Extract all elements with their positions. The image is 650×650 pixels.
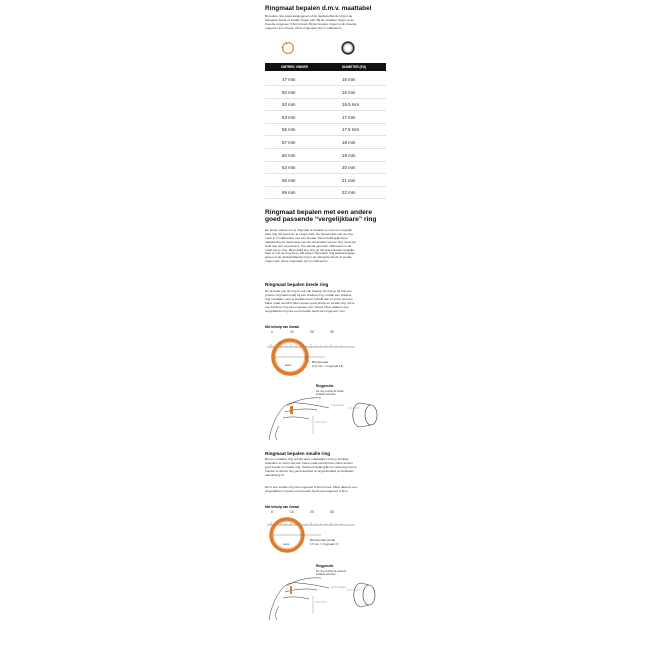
ruler-tick-0: 0 — [271, 330, 273, 334]
diameter-value: 22 mm — [342, 190, 356, 196]
table-row — [265, 176, 386, 187]
circle-label: lewis — [285, 363, 292, 367]
omtrek-value: 63 mm — [282, 165, 296, 171]
smalle-ring-title: Ringmaat bepalen smalle ring — [265, 451, 331, 456]
brede-ring-body — [265, 290, 387, 313]
smalle-ring-body — [265, 458, 387, 478]
body-line: halve maat verschil zitten tussen jouw brede en smalle ring. Dit is — [265, 300, 355, 305]
table-row — [265, 100, 386, 111]
table-row — [265, 138, 386, 149]
diameter-value: 16.5 mm — [342, 102, 360, 108]
ringpositie-title-narrow: Ringpositie — [316, 564, 334, 568]
omtrek-value: 57 mm — [282, 140, 296, 145]
measure-line: 17 mm = ringmaat 17 — [310, 541, 339, 546]
omtrek-value: 50 mm — [282, 89, 296, 95]
body-line: Bij een smallere ring schuift deze makkelijker over je knokkel, — [265, 457, 350, 461]
table-row — [265, 75, 386, 86]
ruler-tick-30: 30 — [330, 330, 334, 334]
diameter-value: 18 mm — [342, 140, 356, 145]
lineaal-label-narrow: Met behulp van lineaal — [265, 505, 300, 509]
omtrek-value: 66 mm — [282, 177, 296, 183]
intro-line: breedte ongeveer 0,6cm breed. Bij de bredere ringen is de breedte — [265, 21, 357, 26]
omtrek-value: 47 mm — [282, 77, 296, 82]
omtrek-value: 69 mm — [282, 190, 296, 196]
body-line: baar is met de ring die je wilt kopen. Bij iedere ring staat aangege- — [265, 251, 356, 256]
title-line: goed passende “vergelijkbare” ring — [265, 216, 377, 224]
brede-ring-title: Ringmaat bepalen brede ring — [265, 282, 329, 287]
position-line: De ring voorbij de nevenle — [316, 570, 347, 573]
diameter-value: 15 mm — [342, 77, 356, 82]
omtrek-value: 52 mm — [282, 102, 296, 108]
measure-line: (1,6 mm = ringmaat 16) — [312, 363, 344, 368]
intro-line: ongeveer 1cm breed. Onze ringmaten zijn in millimeters. — [265, 25, 343, 30]
smalle-ring-body-2 — [265, 486, 387, 494]
maattabel-title: Ringmaat bepalen d.m.v. maattabel — [265, 5, 372, 12]
width-label-narrow: 0,6 cm breed — [331, 586, 346, 589]
header-diameter: DIAMETER (EU) — [342, 65, 367, 70]
ruler-tick-20: 20 — [310, 330, 314, 334]
diameter-value: 17 mm — [342, 114, 356, 120]
table-row — [265, 125, 386, 136]
position-line: knokkel schuiven — [316, 573, 336, 577]
body-line: grotere ringmaat nodig bij een bredere ring, omdat een bredere — [265, 292, 352, 297]
body-line: maat van je ring. Meet altijd een ring op die qua breedte vergelijk- — [265, 247, 355, 252]
body-line: bare ring die goed om je vinger past. De binnenzijde van de ring — [265, 231, 353, 236]
vergelijkbare-ring-title — [265, 209, 376, 223]
position-line: De ring voorbij de brede — [316, 390, 344, 393]
body-line: Dit is een smalle ring van ongeveer 0,6cm breed. Meet daarom een — [265, 485, 358, 489]
intro-line: categorie brede of smalle ringen valt. Bij de smallere ringen is de — [265, 17, 354, 22]
measure-line: Binnenmaat (smal) — [310, 538, 336, 542]
diameter-value: 17.5 mm — [342, 127, 360, 133]
body-line: jouw brede en smalle ring. Ook bent belangrijk om rekening mee te — [265, 464, 357, 469]
ringpositie-text-narrow — [316, 570, 346, 576]
body-line: waardoor er soms wel een halve maat verschil kan zitten tussen — [265, 460, 353, 465]
body-line: nauwkeurig de doorsnede van de binnenkant van de ring meet (de — [265, 239, 356, 244]
body-line: houden is dat de ring goed aansluit je vingerknokkel je handpalm — [265, 468, 354, 473]
width-label: 1 cm breed — [331, 404, 344, 407]
ruler-illustration-narrow — [265, 510, 386, 561]
table-row — [265, 88, 386, 99]
diameter-icon — [341, 41, 355, 55]
body-line: ringen valt. Onze ringmaten zijn in millimeters. — [265, 259, 329, 264]
measure-line: Binnenmaat — [312, 360, 329, 364]
body-line: vergelijkbare ring die een breedte heeft van ongeveer 1cm. — [265, 308, 346, 313]
table-row — [265, 151, 386, 162]
lineaal-label: Met behulp van lineaal — [265, 325, 300, 329]
table-row — [265, 113, 386, 124]
ruler-tick-10: 10 — [290, 510, 294, 514]
body-line: rand dus niet meemeten). Het aantal gemeten millimeters is de — [265, 243, 352, 248]
diameter-value: 16 mm — [342, 89, 356, 95]
ring-size-guide-page — [260, 0, 390, 650]
diameter-value: 21 mm — [342, 177, 356, 183]
ruler-tick-10: 10 — [290, 330, 294, 334]
measure-label-narrow — [310, 539, 338, 546]
ruler-illustration-wide — [265, 330, 386, 383]
circle-label: nova — [283, 542, 290, 546]
circumference-icon — [281, 41, 295, 55]
header-omtrek: OMTREK VINGER — [281, 65, 308, 70]
body-line: meet je in millimeters met een lineaal. Het is belangrijk dat je — [265, 235, 349, 240]
table-row — [265, 188, 386, 199]
title-line: Ringmaat bepalen met een andere — [265, 209, 372, 216]
body-line: aansluiting zit. — [265, 472, 285, 477]
diameter-value: 20 mm — [342, 165, 356, 171]
diameter-value: 19 mm — [342, 152, 356, 158]
position-line: knokkel schuiven — [316, 393, 336, 397]
ringpositie-text — [316, 390, 344, 396]
maattabel-intro — [265, 15, 387, 31]
ringpositie-title: Ringpositie — [316, 384, 334, 388]
body-line: De beste manier om je ringmaat te bepalen is met een vergelijk- — [265, 228, 353, 232]
ruler-tick-30: 30 — [330, 510, 334, 514]
body-line: vergelijkbare ring die een breedte heeft van ongeveer 0,6cm. — [265, 488, 349, 493]
vergelijkbare-ring-body — [265, 229, 387, 264]
omtrek-value: 55 mm — [282, 127, 296, 133]
body-line: ring moeilijker over je knokkel heen schuift dan er soms wel een — [265, 296, 353, 301]
body-line: een bredere ring van ongeveer 1cm breed. Meet daarom een — [265, 304, 349, 309]
size-table-header — [265, 63, 386, 71]
ruler-tick-20: 20 — [310, 510, 314, 514]
table-row — [265, 163, 386, 174]
intro-line: Bij iedere ring staat aangegeven of de desbetreffende ring in de — [265, 14, 353, 18]
ruler-tick-0: 0 — [271, 510, 273, 514]
omtrek-value: 53 mm — [282, 114, 296, 120]
omtrek-value: 60 mm — [282, 152, 296, 158]
body-line: De breedte van de ring is ook van belang. Zo heb je bij ook een — [265, 289, 352, 293]
body-line: geven of de desbetreffende ring in de categorie brede of smalle — [265, 255, 352, 260]
measure-label — [312, 361, 343, 368]
